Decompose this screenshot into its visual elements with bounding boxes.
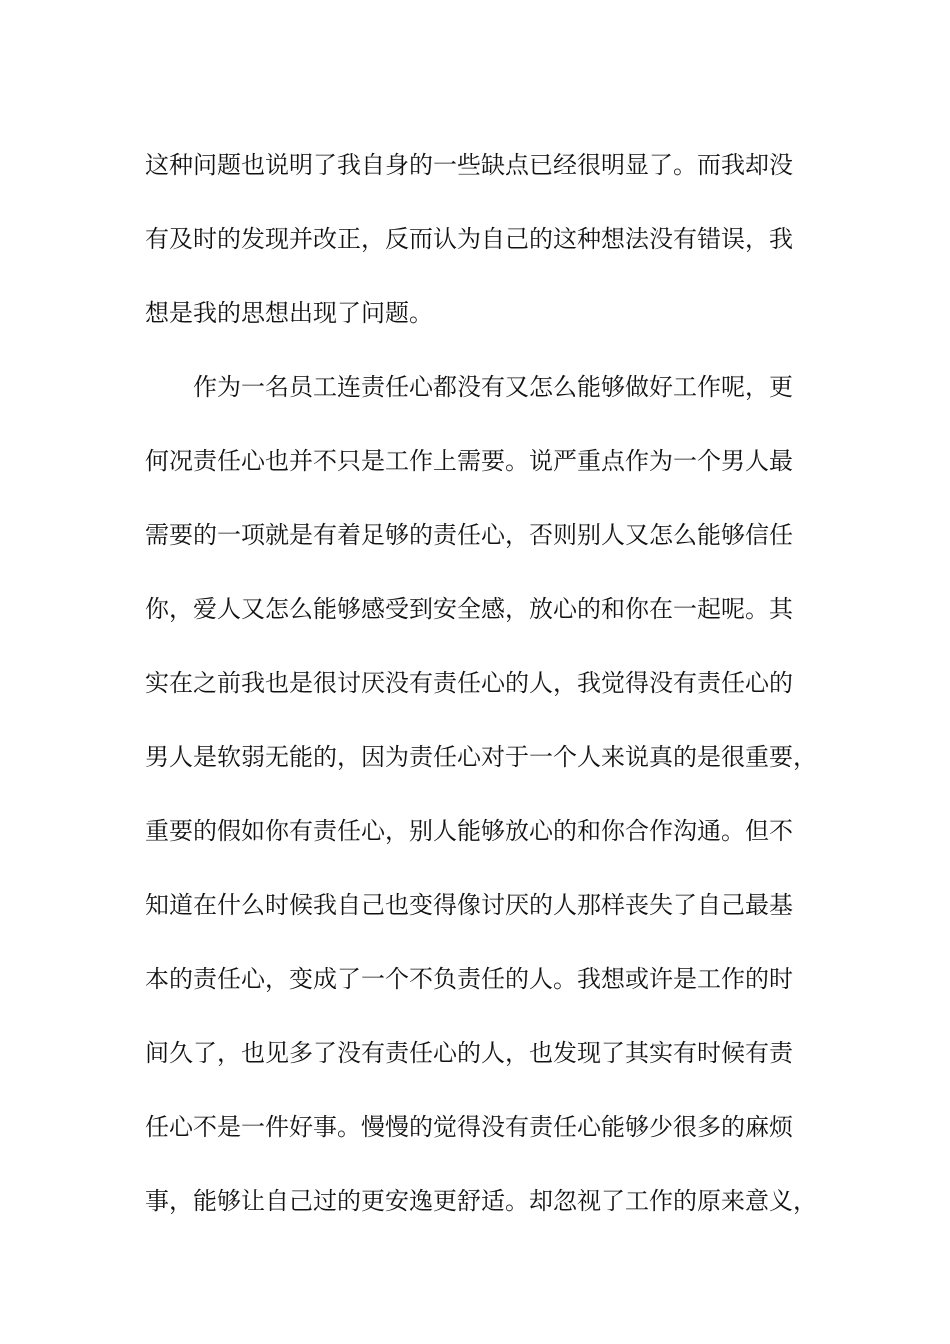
text-line-14: 任心不是一件好事。慢慢的觉得没有责任心能够少很多的麻烦 (145, 1113, 793, 1141)
text-line-1: 这种问题也说明了我自身的一些缺点已经很明显了。而我却没 (145, 151, 793, 179)
text-line-10: 重要的假如你有责任心，别人能够放心的和你合作沟通。但不 (145, 817, 793, 845)
text-line-4: 作为一名员工连责任心都没有又怎么能够做好工作呢，更 (193, 373, 793, 401)
text-line-8: 实在之前我也是很讨厌没有责任心的人，我觉得没有责任心的 (145, 669, 793, 697)
text-line-15: 事，能够让自己过的更安逸更舒适。却忽视了工作的原来意义， (145, 1187, 817, 1215)
text-line-6: 需要的一项就是有着足够的责任心，否则别人又怎么能够信任 (145, 521, 793, 549)
text-line-13: 间久了，也见多了没有责任心的人，也发现了其实有时候有责 (145, 1039, 793, 1067)
text-line-3: 想是我的思想出现了问题。 (145, 299, 433, 327)
text-line-9: 男人是软弱无能的，因为责任心对于一个人来说真的是很重要， (145, 743, 817, 771)
text-line-7: 你，爱人又怎么能够感受到安全感，放心的和你在一起呢。其 (145, 595, 793, 623)
text-line-5: 何况责任心也并不只是工作上需要。说严重点作为一个男人最 (145, 447, 793, 475)
text-line-2: 有及时的发现并改正，反而认为自己的这种想法没有错误，我 (145, 225, 793, 253)
text-line-12: 本的责任心，变成了一个不负责任的人。我想或许是工作的时 (145, 965, 793, 993)
text-line-11: 知道在什么时候我自己也变得像讨厌的人那样丧失了自己最基 (145, 891, 793, 919)
document-text (145, 128, 815, 1238)
